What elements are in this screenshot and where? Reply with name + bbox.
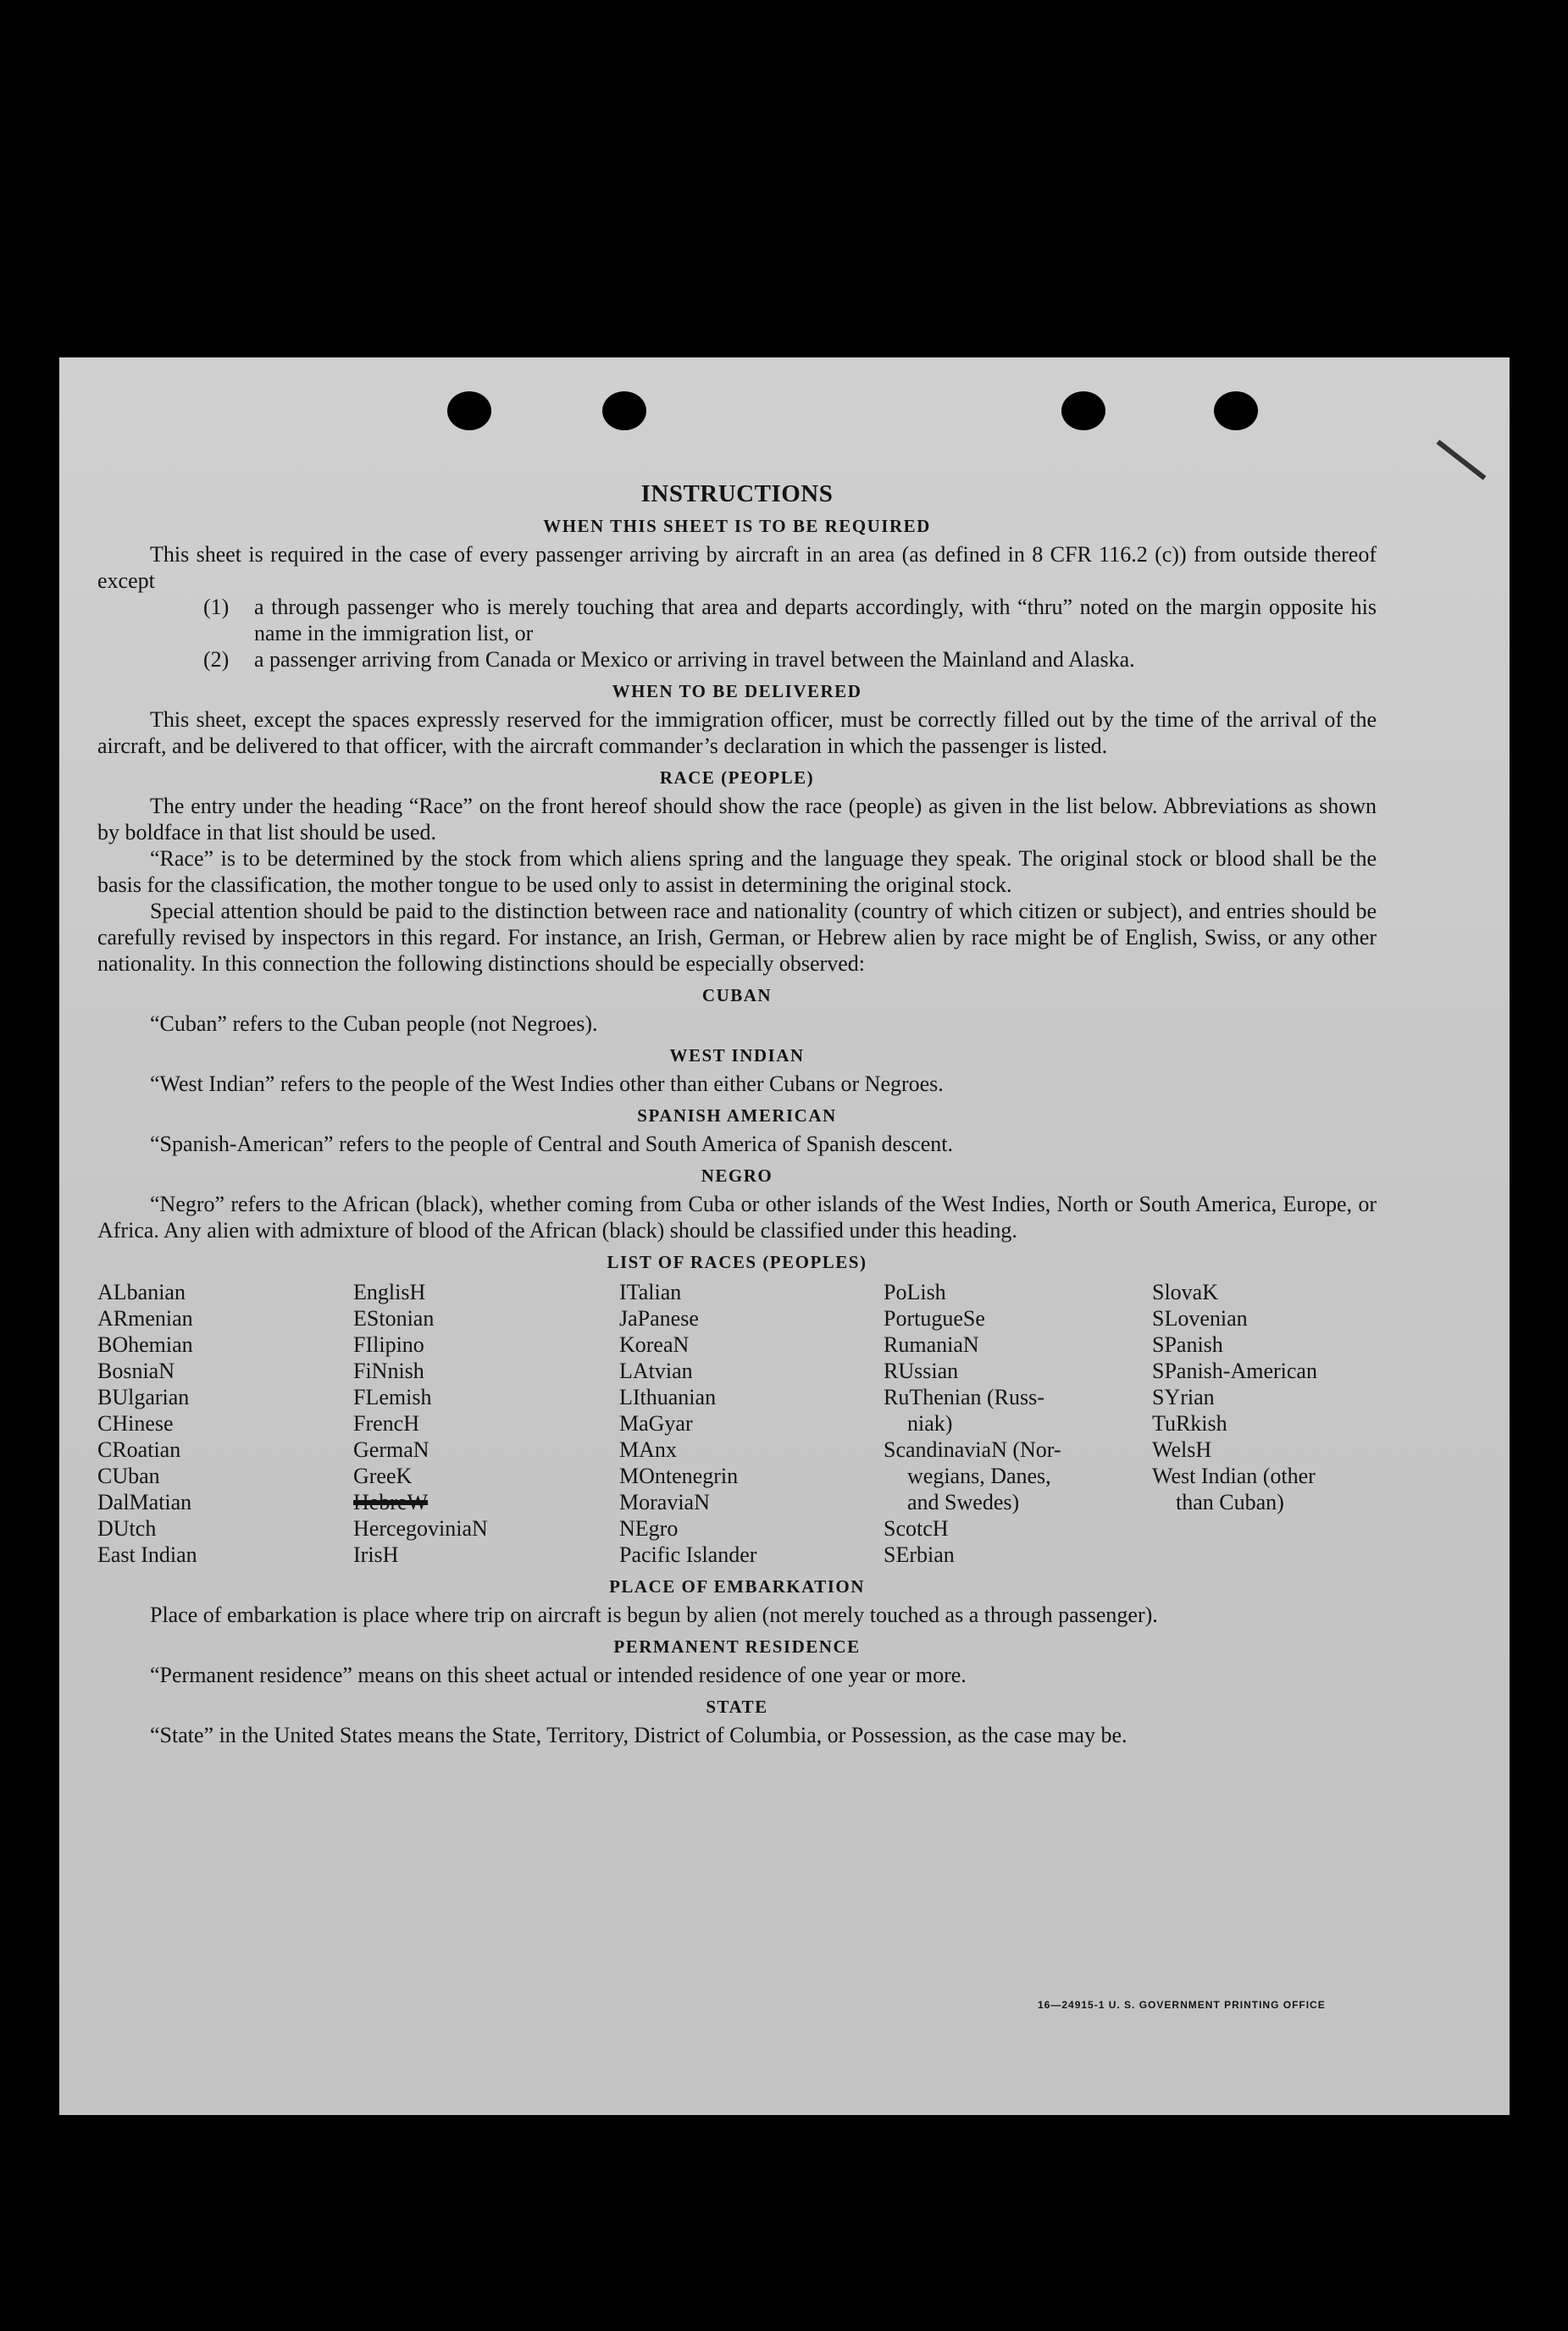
race-entry: PortugueSe — [884, 1306, 985, 1331]
race-entry: BosniaN — [97, 1359, 175, 1383]
section-paragraph: “West Indian” refers to the people of the West Indies other than either Cubans or Negroes. — [150, 1071, 944, 1096]
section-paragraph: “Race” is to be determined by the stock from which aliens spring and the language they speak. The original stock or blood shall be the basis for the classification, the mother tongue to be used only to assist in determining the original stock. — [97, 846, 1377, 897]
section-heading: SPANISH AMERICAN — [637, 1105, 837, 1126]
section-paragraph: “Negro” refers to the African (black), whether coming from Cuba or other islands of the West Indies, North or South America, Europe, or Africa. Any alien with admixture of blood of the African (black) should be classified under this heading. — [97, 1192, 1377, 1243]
race-entry: SPanish — [1152, 1332, 1223, 1357]
races-column — [353, 1279, 619, 1568]
section-heading: PERMANENT RESIDENCE — [613, 1636, 861, 1657]
race-entry: RuThenian (Russ- — [884, 1385, 1044, 1409]
race-entry: DalMatian — [97, 1490, 192, 1514]
punch-hole — [447, 391, 491, 430]
races-column — [884, 1279, 1152, 1568]
race-entry: RumaniaN — [884, 1332, 979, 1357]
section-paragraph: This sheet, except the spaces expressly reserved for the immigration officer, must be correctly filled out by the time of the arrival of the aircraft, and be delivered to that officer, with the aircraft commander’s declaration in which the passenger is listed. — [97, 707, 1377, 758]
race-entry: KoreaN — [619, 1332, 690, 1357]
section-paragraph: “State” in the United States means the State, Territory, District of Columbia, or Possession, as the case may be. — [150, 1723, 1128, 1747]
list-item-text: a through passenger who is merely touching that area and departs accordingly, with “thru” noted on the margin opposite his name in the immigration list, or — [254, 595, 1377, 645]
race-entry: MoraviaN — [619, 1490, 710, 1514]
punch-hole — [602, 391, 646, 430]
race-entry: HercegoviniaN — [353, 1516, 488, 1541]
race-entry: SLovenian — [1152, 1306, 1248, 1331]
race-entry: West Indian (other — [1152, 1464, 1316, 1488]
punch-hole — [1214, 391, 1258, 430]
race-entry: SErbian — [884, 1542, 955, 1567]
race-entry: GreeK — [353, 1464, 413, 1488]
race-entry: ScandinaviaN (Nor- — [884, 1437, 1061, 1462]
race-entry: EnglisH — [353, 1280, 426, 1304]
list-item-number: (2) — [203, 647, 230, 672]
race-entry: BUlgarian — [97, 1385, 190, 1409]
race-entry: ScotcH — [884, 1516, 949, 1541]
race-entry: ALbanian — [97, 1280, 186, 1304]
race-entry: SlovaK — [1152, 1280, 1218, 1304]
race-entry: GermaN — [353, 1437, 429, 1462]
punch-hole — [1061, 391, 1105, 430]
list-item — [203, 646, 1377, 673]
race-entry: MaGyar — [619, 1411, 693, 1436]
race-entry: ITalian — [619, 1280, 682, 1304]
race-entry: FiNnish — [353, 1359, 424, 1383]
race-entry: DUtch — [97, 1516, 157, 1541]
race-entry: CHinese — [97, 1411, 174, 1436]
section-heading: WEST INDIAN — [669, 1045, 805, 1066]
section-paragraph: Special attention should be paid to the distinction between race and nationality (country of which citizen or subject), and entries should be carefully revised by inspectors in this regard. For instance, an Irish, German, or Hebrew alien by race might be of English, Swiss, or any other nationality. In this connection the following distinctions should be especially observed: — [97, 899, 1377, 976]
race-entry: JaPanese — [619, 1306, 699, 1331]
section-paragraph: The entry under the heading “Race” on the front hereof should show the race (people) as given in the list below. Abbreviations as shown by boldface in that list should be used. — [97, 794, 1377, 844]
race-entry: LIthuanian — [619, 1385, 717, 1409]
race-entry: EStonian — [353, 1306, 435, 1331]
printing-office-imprint: 16—24915-1 U. S. GOVERNMENT PRINTING OFFICE — [1038, 1999, 1326, 2011]
races-list — [97, 1279, 1377, 1568]
list-item — [203, 594, 1377, 646]
race-entry: Pacific Islander — [619, 1542, 757, 1567]
race-entry-continued: niak) — [907, 1411, 953, 1436]
races-heading: LIST OF RACES (PEOPLES) — [607, 1252, 867, 1272]
race-entry: RUssian — [884, 1359, 959, 1383]
section-paragraph: Place of embarkation is place where trip on aircraft is begun by alien (not merely touched as a through passenger). — [150, 1603, 1158, 1627]
race-entry: MOntenegrin — [619, 1464, 739, 1488]
section-heading: WHEN TO BE DELIVERED — [612, 681, 862, 701]
race-entry: IrisH — [353, 1542, 399, 1567]
race-entry: SYrian — [1152, 1385, 1215, 1409]
race-entry: LAtvian — [619, 1359, 693, 1383]
race-entry: FLemish — [353, 1385, 432, 1409]
section-heading: CUBAN — [701, 985, 773, 1005]
race-entry: FrencH — [353, 1411, 419, 1436]
section-paragraph: “Permanent residence” means on this sheet actual or intended residence of one year or more. — [150, 1663, 967, 1687]
race-entry: FIlipino — [353, 1332, 424, 1357]
race-entry-struck: HebreW — [353, 1490, 429, 1514]
section-heading: STATE — [706, 1697, 768, 1717]
race-entry: CUban — [97, 1464, 160, 1488]
instructions-content — [97, 474, 1377, 1748]
race-entry: East Indian — [97, 1542, 197, 1567]
race-entry-continued: than Cuban) — [1176, 1490, 1284, 1514]
race-entry: CRoatian — [97, 1437, 181, 1462]
race-entry: ARmenian — [97, 1306, 193, 1331]
race-entry: SPanish-American — [1152, 1359, 1317, 1383]
races-column — [97, 1279, 353, 1568]
race-entry: BOhemian — [97, 1332, 193, 1357]
section-heading: RACE (PEOPLE) — [659, 767, 815, 788]
race-entry: MAnx — [619, 1437, 677, 1462]
document-title: INSTRUCTIONS — [640, 480, 834, 507]
races-column — [1152, 1279, 1377, 1568]
race-entry: PoLish — [884, 1280, 946, 1304]
race-entry-continued: and Swedes) — [907, 1490, 1020, 1514]
races-column — [619, 1279, 884, 1568]
list-item-number: (1) — [203, 595, 230, 619]
section-heading: WHEN THIS SHEET IS TO BE REQUIRED — [543, 516, 931, 536]
section-paragraph: This sheet is required in the case of every passenger arriving by aircraft in an area (as defined in 8 CFR 116.2 (c)) from outside thereof except — [97, 542, 1377, 593]
race-entry: TuRkish — [1152, 1411, 1227, 1436]
race-entry: NEgro — [619, 1516, 679, 1541]
section-heading: PLACE OF EMBARKATION — [609, 1576, 865, 1597]
list-item-text: a passenger arriving from Canada or Mexico or arriving in travel between the Mainland and Alaska. — [254, 647, 1135, 672]
race-entry-continued: wegians, Danes, — [907, 1464, 1051, 1488]
section-paragraph: “Cuban” refers to the Cuban people (not Negroes). — [150, 1011, 598, 1036]
section-heading: NEGRO — [701, 1166, 773, 1186]
race-entry: WelsH — [1152, 1437, 1212, 1462]
section-paragraph: “Spanish-American” refers to the people of Central and South America of Spanish descent. — [150, 1132, 953, 1156]
